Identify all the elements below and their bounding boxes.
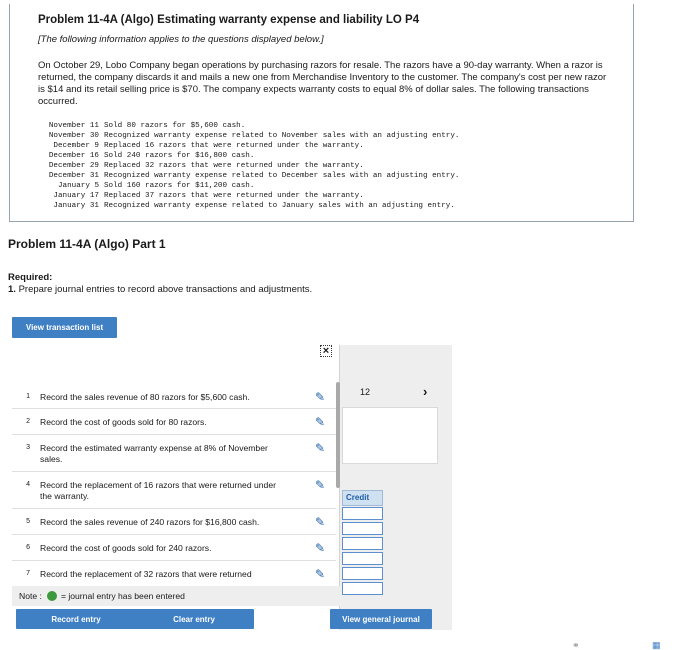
next-arrow-icon[interactable]: › bbox=[423, 384, 428, 399]
entered-dot-icon bbox=[47, 591, 57, 601]
list-item[interactable] bbox=[12, 535, 336, 561]
page-number: 12 bbox=[360, 387, 371, 397]
task-number: 5 bbox=[26, 518, 30, 525]
list-item[interactable] bbox=[12, 435, 336, 472]
transaction-text: Recognized warranty expense related to December sales with an adjusting entry. bbox=[104, 172, 460, 180]
entry-area bbox=[342, 407, 438, 464]
close-icon[interactable]: × bbox=[320, 345, 332, 357]
transaction-text: Sold 240 razors for $16,800 cash. bbox=[104, 152, 255, 160]
transaction-row bbox=[38, 121, 459, 131]
credit-input[interactable] bbox=[342, 507, 383, 520]
problem-statement-box bbox=[9, 4, 634, 222]
transaction-row bbox=[38, 191, 459, 201]
list-item[interactable] bbox=[12, 509, 336, 535]
task-text: Record the sales revenue of 80 razors for $5,600 cash. bbox=[40, 392, 250, 402]
problem-note: [The following information applies to the questions displayed below.] bbox=[38, 34, 324, 45]
task-number: 7 bbox=[26, 570, 30, 577]
task-text: Record the sales revenue of 240 razors for $16,800 cash. bbox=[40, 517, 260, 527]
note-prefix: Note : bbox=[19, 591, 42, 601]
transaction-row bbox=[38, 161, 459, 171]
transaction-date: January 31 bbox=[53, 202, 99, 210]
required-label: Required: bbox=[8, 272, 53, 283]
link-icon[interactable]: ⚭ bbox=[572, 640, 580, 650]
task-number: 1 bbox=[26, 393, 30, 400]
pencil-icon[interactable]: ✎ bbox=[315, 390, 326, 404]
credit-input[interactable] bbox=[342, 522, 383, 535]
credit-input[interactable] bbox=[342, 537, 383, 550]
transaction-table bbox=[38, 121, 459, 211]
transaction-date: December 9 bbox=[53, 142, 99, 150]
pencil-icon[interactable]: ✎ bbox=[315, 541, 326, 555]
task-number: 4 bbox=[26, 481, 30, 488]
credit-input[interactable] bbox=[342, 567, 383, 580]
task-text: Record the cost of goods sold for 80 razors. bbox=[40, 417, 207, 427]
task-list bbox=[12, 384, 336, 581]
transaction-date: January 5 bbox=[57, 182, 99, 190]
pencil-icon[interactable]: ✎ bbox=[315, 567, 326, 581]
credit-column-header: Credit bbox=[342, 490, 383, 506]
task-number: 2 bbox=[26, 418, 30, 425]
transaction-text: Recognized warranty expense related to January sales with an adjusting entry. bbox=[104, 202, 455, 210]
transaction-text: Replaced 37 razors that were returned under the warranty. bbox=[104, 192, 364, 200]
pencil-icon[interactable]: ✎ bbox=[315, 478, 326, 492]
task-text: Record the replacement of 32 razors that were returned bbox=[40, 569, 252, 579]
list-item[interactable] bbox=[12, 561, 336, 581]
required-number: 1. bbox=[8, 284, 16, 295]
part-title: Problem 11-4A (Algo) Part 1 bbox=[8, 237, 166, 251]
transaction-row bbox=[38, 131, 459, 141]
scrollbar[interactable] bbox=[336, 382, 340, 488]
task-number: 6 bbox=[26, 544, 30, 551]
transaction-text: Replaced 32 razors that were returned under the warranty. bbox=[104, 162, 364, 170]
transaction-row bbox=[38, 151, 459, 161]
task-text: Record the cost of goods sold for 240 razors. bbox=[40, 543, 212, 553]
problem-description: On October 29, Lobo Company began operations by purchasing razors for resale. The razors have a 90-day warranty. When a razor is returned, the company discards it and mails a new one from Merchandise Inventory to the customer. The company's cost per new razor is $14 and its retail selling price is $70. The company expects warranty costs to equal 8% of dollar sales. The following transactions occurred. bbox=[38, 60, 607, 107]
task-text: Record the replacement of 16 razors that were returned under the warranty. bbox=[40, 480, 276, 501]
transaction-date: January 17 bbox=[53, 192, 99, 200]
transaction-date: November 11 bbox=[48, 122, 99, 130]
transaction-row bbox=[38, 141, 459, 151]
list-item[interactable] bbox=[12, 384, 336, 409]
grid-icon[interactable]: ▦ bbox=[652, 640, 661, 650]
note-text: = journal entry has been entered bbox=[60, 591, 185, 601]
required-instruction bbox=[8, 284, 312, 295]
transaction-text: Sold 160 razors for $11,200 cash. bbox=[104, 182, 255, 190]
list-item[interactable] bbox=[12, 472, 336, 509]
view-transaction-list-button[interactable]: View transaction list bbox=[12, 317, 117, 338]
transaction-row bbox=[38, 181, 459, 191]
clear-entry-button[interactable]: Clear entry bbox=[134, 609, 254, 629]
problem-title: Problem 11-4A (Algo) Estimating warranty expense and liability LO P4 bbox=[38, 14, 420, 26]
transaction-text: Sold 80 razors for $5,600 cash. bbox=[104, 122, 246, 130]
credit-input[interactable] bbox=[342, 552, 383, 565]
task-text: Record the estimated warranty expense at 8% of November sales. bbox=[40, 443, 268, 464]
legend-note bbox=[12, 586, 340, 606]
transaction-row bbox=[38, 171, 459, 181]
pencil-icon[interactable]: ✎ bbox=[315, 441, 326, 455]
transaction-date: December 29 bbox=[48, 162, 99, 170]
credit-input[interactable] bbox=[342, 582, 383, 595]
required-text: Prepare journal entries to record above transactions and adjustments. bbox=[18, 284, 313, 295]
transaction-date: December 16 bbox=[48, 152, 99, 160]
transaction-text: Recognized warranty expense related to November sales with an adjusting entry. bbox=[104, 132, 460, 140]
task-number: 3 bbox=[26, 444, 30, 451]
pencil-icon[interactable]: ✎ bbox=[315, 415, 326, 429]
transaction-text: Replaced 16 razors that were returned under the warranty. bbox=[104, 142, 364, 150]
record-entry-button[interactable]: Record entry bbox=[16, 609, 136, 629]
transaction-date: November 30 bbox=[48, 132, 99, 140]
pencil-icon[interactable]: ✎ bbox=[315, 515, 326, 529]
transaction-row bbox=[38, 201, 459, 211]
transaction-date: December 31 bbox=[48, 172, 99, 180]
view-general-journal-button[interactable]: View general journal bbox=[330, 609, 432, 629]
list-item[interactable] bbox=[12, 409, 336, 435]
